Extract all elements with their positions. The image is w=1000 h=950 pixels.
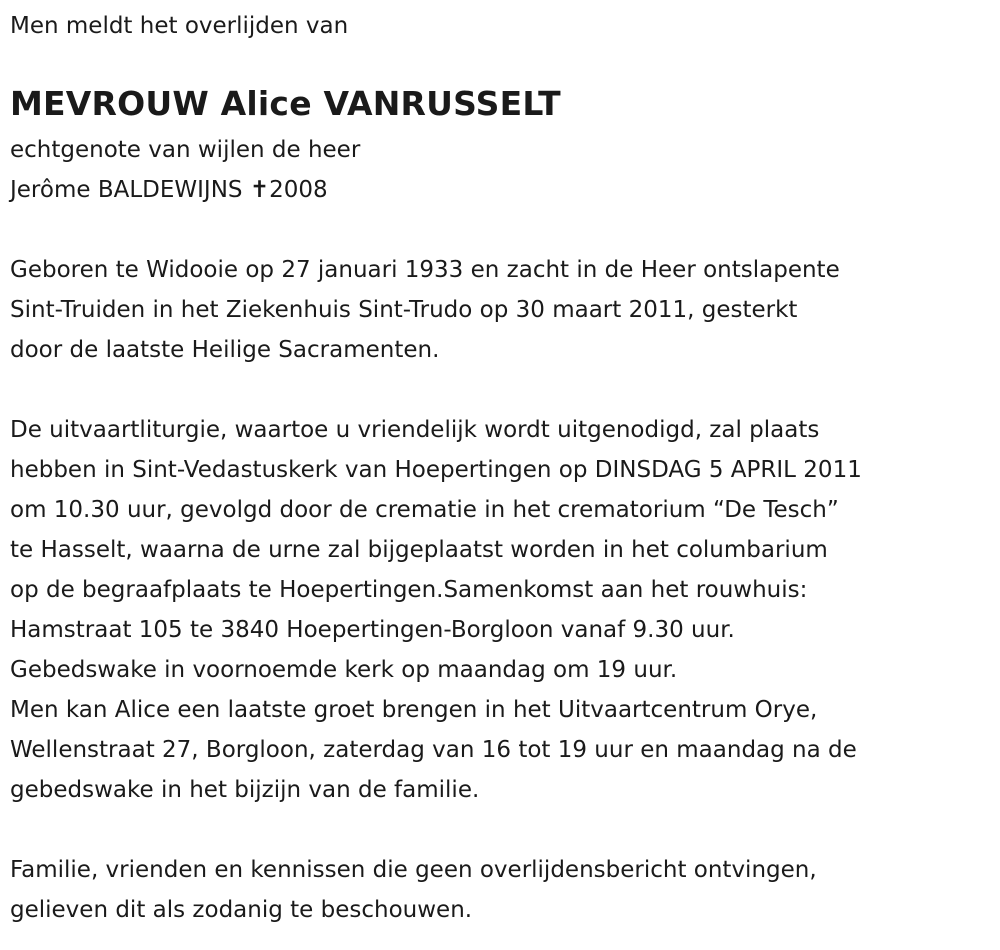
spouse-death-year: 2008	[269, 177, 328, 203]
paragraph-line: De uitvaartliturgie, waartoe u vriendelijk wordt uitgenodigd, zal plaats	[10, 417, 820, 443]
paragraph-line: gelieven dit als zodanig te beschouwen.	[10, 897, 473, 923]
paragraph-line: Hamstraat 105 te 3840 Hoepertingen-Borgloon vanaf 9.30 uur.	[10, 617, 735, 643]
paragraph-gap	[10, 370, 995, 410]
paragraph-line: Geboren te Widooie op 27 januari 1933 en zacht in de Heer ontslapente	[10, 257, 840, 283]
spouse-name-line	[10, 170, 995, 210]
paragraph-gap	[10, 810, 995, 850]
paragraph-line: om 10.30 uur, gevolgd door de crematie in het crematorium “De Tesch”	[10, 497, 839, 523]
birth-death-paragraph	[10, 250, 995, 370]
death-notice	[10, 0, 995, 930]
paragraph-line: Wellenstraat 27, Borgloon, zaterdag van 16 tot 19 uur en maandag na de	[10, 737, 857, 763]
paragraph-line: hebben in Sint-Vedastuskerk van Hoepertingen op DINSDAG 5 APRIL 2011	[10, 457, 862, 483]
paragraph-line: Gebedswake in voornoemde kerk op maandag om 19 uur.	[10, 657, 678, 683]
paragraph-line: door de laatste Heilige Sacramenten.	[10, 337, 440, 363]
paragraph-line: Sint-Truiden in het Ziekenhuis Sint-Trudo op 30 maart 2011, gesterkt	[10, 297, 798, 323]
funeral-paragraph	[10, 410, 995, 810]
paragraph-line: gebedswake in het bijzijn van de familie.	[10, 777, 480, 803]
paragraph-line: op de begraafplaats te Hoepertingen.Samenkomst aan het rouwhuis:	[10, 577, 808, 603]
spouse-name: Jerôme BALDEWIJNS	[10, 177, 243, 203]
deceased-name: MEVROUW Alice VANRUSSELT	[10, 84, 561, 123]
paragraph-gap	[10, 210, 995, 250]
paragraph-line: Men kan Alice een laatste groet brengen in het Uitvaartcentrum Orye,	[10, 697, 818, 723]
spouse-line: echtgenote van wijlen de heer	[10, 137, 361, 163]
cross-icon: ✝	[249, 177, 270, 203]
closing-paragraph	[10, 850, 995, 930]
paragraph-line: Familie, vrienden en kennissen die geen overlijdensbericht ontvingen,	[10, 857, 817, 883]
intro-text: Men meldt het overlijden van	[10, 13, 349, 39]
paragraph-line: te Hasselt, waarna de urne zal bijgeplaatst worden in het columbarium	[10, 537, 828, 563]
